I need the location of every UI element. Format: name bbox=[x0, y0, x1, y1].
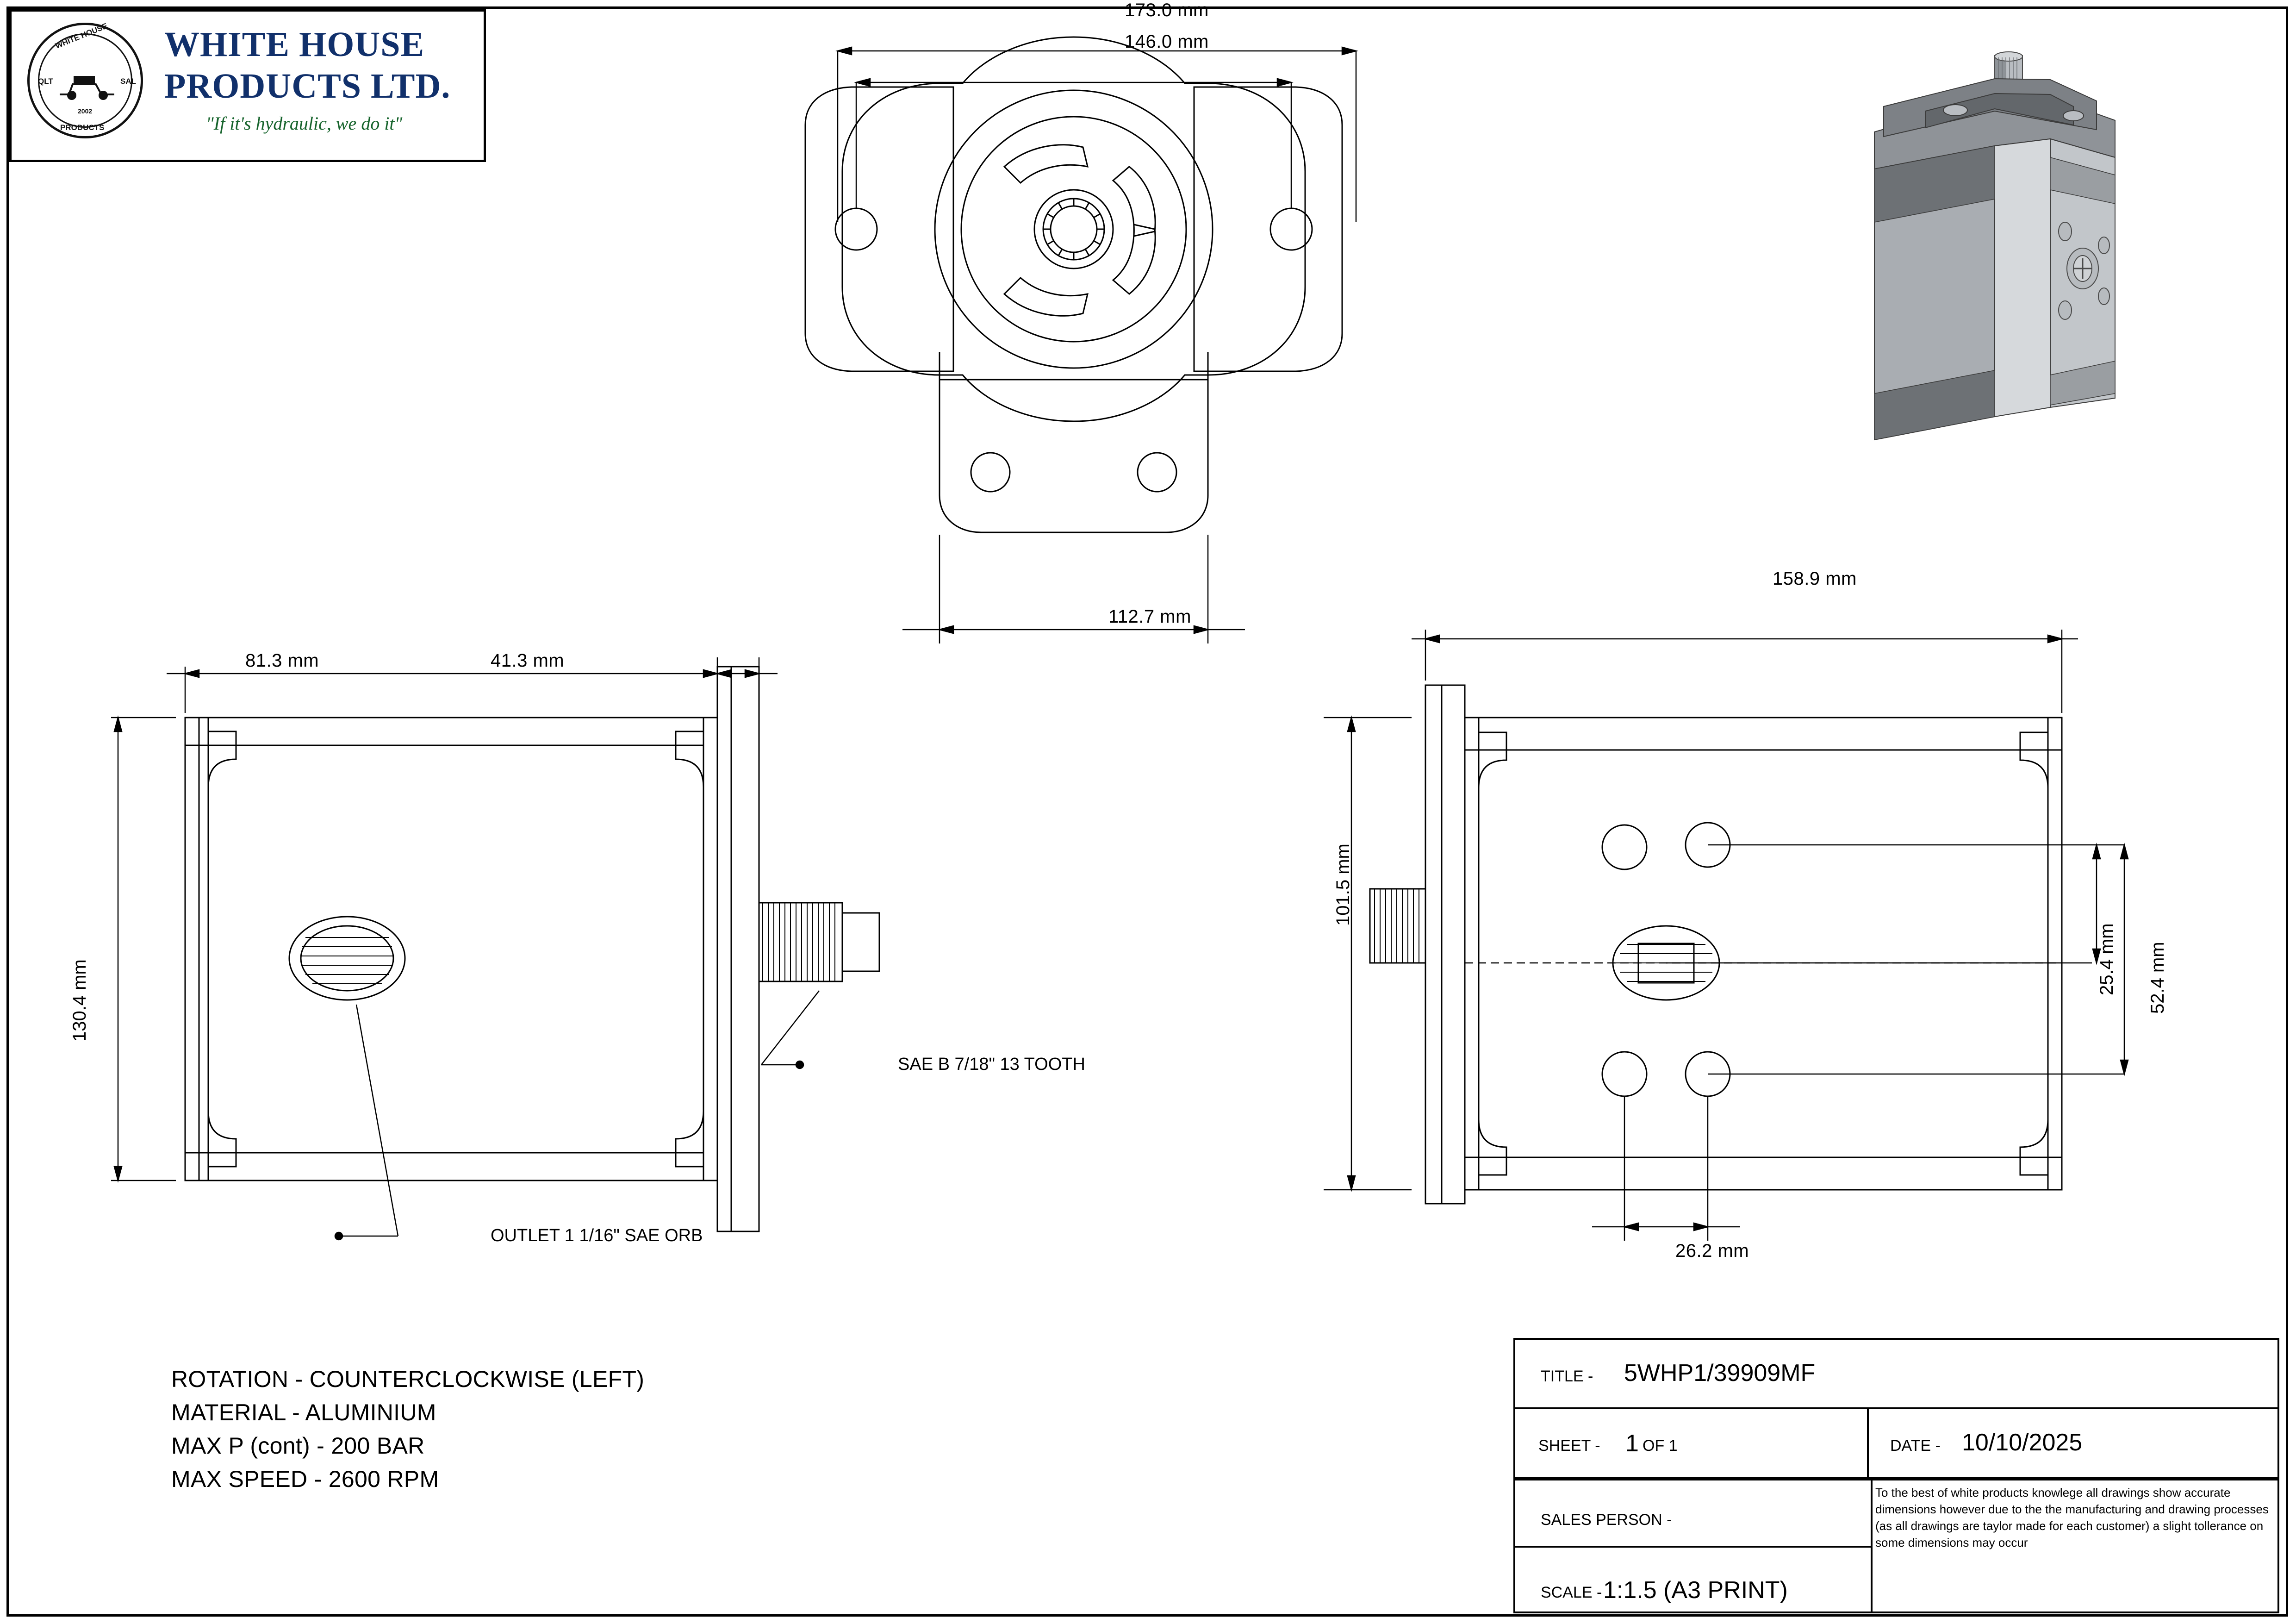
dim-front-bolt: 146.0 mm bbox=[1125, 31, 1209, 52]
dim-port-offset: 26.2 mm bbox=[1675, 1241, 1749, 1261]
scale-row bbox=[1515, 1546, 2277, 1613]
divider bbox=[1867, 1409, 1869, 1479]
callout-shaft: SAE B 7/18" 13 TOOTH bbox=[898, 1055, 1085, 1074]
callout-outlet: OUTLET 1 1/16" SAE ORB bbox=[491, 1226, 703, 1245]
sales-label: SALES PERSON - bbox=[1541, 1511, 1672, 1529]
spec-max-speed: MAX SPEED - 2600 RPM bbox=[171, 1466, 439, 1492]
disclaimer-text: To the best of white products knowlege all drawings show accurate dimensions however due to the the manufacturing and drawing processes (as all drawings are taylor made for each customer) a slight tollerance on some dimensions may occur bbox=[1875, 1486, 2269, 1549]
spec-material: MATERIAL - ALUMINIUM bbox=[171, 1399, 436, 1425]
title-row bbox=[1515, 1340, 2277, 1409]
date-value: 10/10/2025 bbox=[1962, 1429, 2083, 1456]
dim-port-small: 25.4 mm bbox=[2097, 923, 2117, 995]
dim-rear-height: 101.5 mm bbox=[1333, 843, 1353, 926]
title-label: TITLE - bbox=[1541, 1368, 1593, 1385]
dim-port-large: 52.4 mm bbox=[2147, 942, 2168, 1014]
isometric-pump-view bbox=[1856, 51, 2143, 481]
title-block bbox=[1513, 1338, 2279, 1613]
dim-rear-length: 158.9 mm bbox=[1773, 568, 1857, 589]
logo-tagline: "If it's hydraulic, we do it" bbox=[206, 113, 403, 134]
sheet-date-row bbox=[1515, 1409, 2277, 1479]
company-logo bbox=[9, 9, 486, 162]
spec-rotation: ROTATION - COUNTERCLOCKWISE (LEFT) bbox=[171, 1366, 645, 1392]
dim-side-height: 130.4 mm bbox=[69, 959, 90, 1042]
scale-label: SCALE - bbox=[1541, 1584, 1602, 1601]
sheet-label: SHEET - bbox=[1538, 1437, 1600, 1455]
logo-seal-icon bbox=[27, 23, 143, 138]
scale-value: 1:1.5 (A3 PRINT) bbox=[1603, 1577, 1788, 1604]
dim-front-outer: 173.0 mm bbox=[1125, 0, 1209, 20]
dim-side-b: 41.3 mm bbox=[491, 650, 565, 671]
spec-max-pressure: MAX P (cont) - 200 BAR bbox=[171, 1433, 425, 1459]
logo-line-1: WHITE HOUSE bbox=[164, 25, 425, 64]
dim-front-width: 112.7 mm bbox=[1108, 606, 1191, 627]
seal-graphic-icon bbox=[55, 62, 120, 104]
date-label: DATE - bbox=[1890, 1437, 1941, 1455]
seal-text: WHITE HOUSE QLT SAL PRODUCTS 2002 bbox=[38, 21, 136, 132]
sheet-value: 1 bbox=[1625, 1430, 1639, 1457]
dim-side-a: 81.3 mm bbox=[245, 650, 319, 671]
logo-line-2: PRODUCTS LTD. bbox=[164, 67, 451, 106]
sheet-of: OF 1 bbox=[1643, 1437, 1678, 1455]
title-value: 5WHP1/39909MF bbox=[1624, 1360, 1816, 1387]
